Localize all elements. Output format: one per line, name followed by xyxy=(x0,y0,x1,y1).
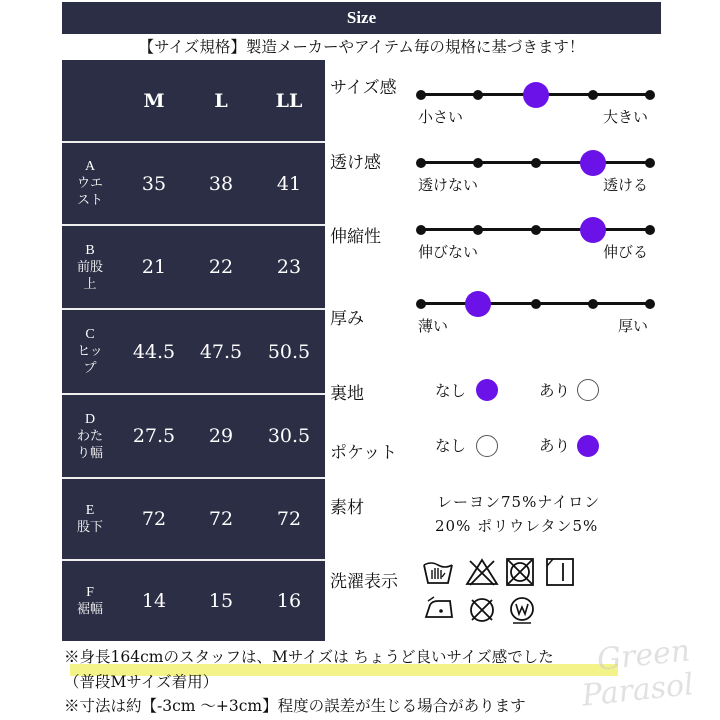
iron-icon xyxy=(422,595,456,623)
scale-label: 厚み xyxy=(330,309,364,329)
cell-m: 27.5 xyxy=(132,425,176,447)
cell-m: 14 xyxy=(141,590,167,612)
size-header-l: L xyxy=(214,89,228,112)
option-pocket xyxy=(330,432,660,462)
scale-dot xyxy=(645,299,655,309)
cell-l: 22 xyxy=(208,256,234,278)
table-row-e xyxy=(62,477,325,559)
scale-size-fit xyxy=(330,70,660,130)
scale-dot xyxy=(531,158,541,168)
note-line-1: ※身長164cmのスタッフは、Mサイズは ちょうど良いサイズ感でした xyxy=(64,648,554,666)
material-label: 素材 xyxy=(330,498,364,518)
material-line-1: レーヨン75%ナイロン xyxy=(437,493,601,511)
size-table xyxy=(62,60,325,641)
no-tumble-dry-icon xyxy=(504,557,536,587)
cell-ll: 23 xyxy=(276,256,302,278)
scale-dot xyxy=(416,299,426,309)
scale-dot xyxy=(416,225,426,235)
scale-dot xyxy=(473,158,483,168)
option-yes-label: あり xyxy=(539,437,571,455)
care-section xyxy=(330,555,660,630)
scale-max-label: 厚い xyxy=(617,317,648,335)
row-label: C ヒッ プ xyxy=(77,327,103,376)
cell-m: 44.5 xyxy=(132,340,176,363)
scale-selected-marker xyxy=(523,82,549,108)
option-yes-indicator xyxy=(577,379,599,401)
table-row-b xyxy=(62,224,325,308)
option-yes-label: あり xyxy=(539,382,571,400)
cell-l: 15 xyxy=(208,590,234,612)
option-none-indicator xyxy=(476,435,498,457)
scale-min-label: 薄い xyxy=(418,317,449,335)
scale-sheerness xyxy=(330,138,660,198)
scale-label: 透け感 xyxy=(330,153,381,173)
cell-ll: 30.5 xyxy=(267,425,311,447)
cell-l: 29 xyxy=(208,425,234,447)
cell-ll: 72 xyxy=(276,508,302,530)
note-line-2: （普段Mサイズ着用） xyxy=(64,673,219,691)
table-row-d xyxy=(62,393,325,477)
scale-max-label: 透ける xyxy=(602,176,648,194)
option-none-label: なし xyxy=(435,437,467,455)
material-line-2: 20% ポリウレタン5% xyxy=(435,517,599,535)
note-line-3: ※寸法は約【-3cm ～+3cm】程度の誤差が生じる場合があります xyxy=(64,697,526,715)
material-section xyxy=(330,487,660,537)
scale-stretch xyxy=(330,205,660,265)
cell-l: 38 xyxy=(208,172,234,195)
option-lining xyxy=(330,375,660,405)
option-none-indicator xyxy=(476,379,498,401)
scale-label: 伸縮性 xyxy=(330,227,381,247)
watermark: Green Parasol xyxy=(580,633,696,714)
size-header-ll: LL xyxy=(275,89,303,112)
scale-dot xyxy=(588,299,598,309)
wet-clean-icon xyxy=(507,595,537,625)
scale-dot xyxy=(531,225,541,235)
scale-selected-marker xyxy=(580,217,606,243)
size-table-header xyxy=(62,60,325,141)
scale-min-label: 小さい xyxy=(418,108,464,126)
scale-dot xyxy=(473,225,483,235)
option-label: ポケット xyxy=(330,443,398,463)
scale-dot xyxy=(588,90,598,100)
table-row-a xyxy=(62,141,325,224)
table-row-f xyxy=(62,559,325,641)
scale-max-label: 伸びる xyxy=(602,243,648,261)
scale-dot xyxy=(531,299,541,309)
no-dry-clean-icon xyxy=(467,595,497,625)
table-row-c xyxy=(62,308,325,393)
row-label: A ウエ スト xyxy=(76,159,103,208)
cell-l: 72 xyxy=(208,508,234,530)
row-label: E 股下 xyxy=(76,503,103,535)
cell-ll: 41 xyxy=(276,172,302,195)
row-label: D わた り幅 xyxy=(76,411,103,461)
scale-label: サイズ感 xyxy=(330,78,397,98)
scale-selected-marker xyxy=(465,291,491,317)
page-subtitle: 【サイズ規格】製造メーカーやアイテム毎の規格に基づきます！ xyxy=(138,38,585,56)
line-dry-icon xyxy=(544,557,576,587)
cell-l: 47.5 xyxy=(199,340,243,363)
option-label: 裏地 xyxy=(330,384,364,404)
scale-dot xyxy=(645,90,655,100)
cell-m: 72 xyxy=(141,508,167,530)
row-label: F 裾幅 xyxy=(76,585,103,617)
hand-wash-icon xyxy=(422,557,454,587)
page-title: Size xyxy=(62,2,661,34)
option-yes-indicator xyxy=(577,435,599,457)
scale-min-label: 伸びない xyxy=(418,243,479,261)
scale-thickness xyxy=(330,280,660,340)
scale-max-label: 大きい xyxy=(602,108,648,126)
scale-dot xyxy=(416,90,426,100)
scale-selected-marker xyxy=(580,150,606,176)
scale-dot xyxy=(645,225,655,235)
cell-m: 21 xyxy=(141,256,167,278)
cell-m: 35 xyxy=(141,172,167,195)
scale-dot xyxy=(416,158,426,168)
scale-dot xyxy=(645,158,655,168)
no-bleach-icon xyxy=(465,557,499,587)
scale-dot xyxy=(473,90,483,100)
care-label: 洗濯表示 xyxy=(330,572,398,592)
option-none-label: なし xyxy=(435,382,467,400)
cell-ll: 16 xyxy=(276,590,302,612)
size-header-m: M xyxy=(143,89,165,112)
row-label: B 前股 上 xyxy=(76,242,103,292)
cell-ll: 50.5 xyxy=(267,340,311,363)
scale-min-label: 透けない xyxy=(418,176,479,194)
